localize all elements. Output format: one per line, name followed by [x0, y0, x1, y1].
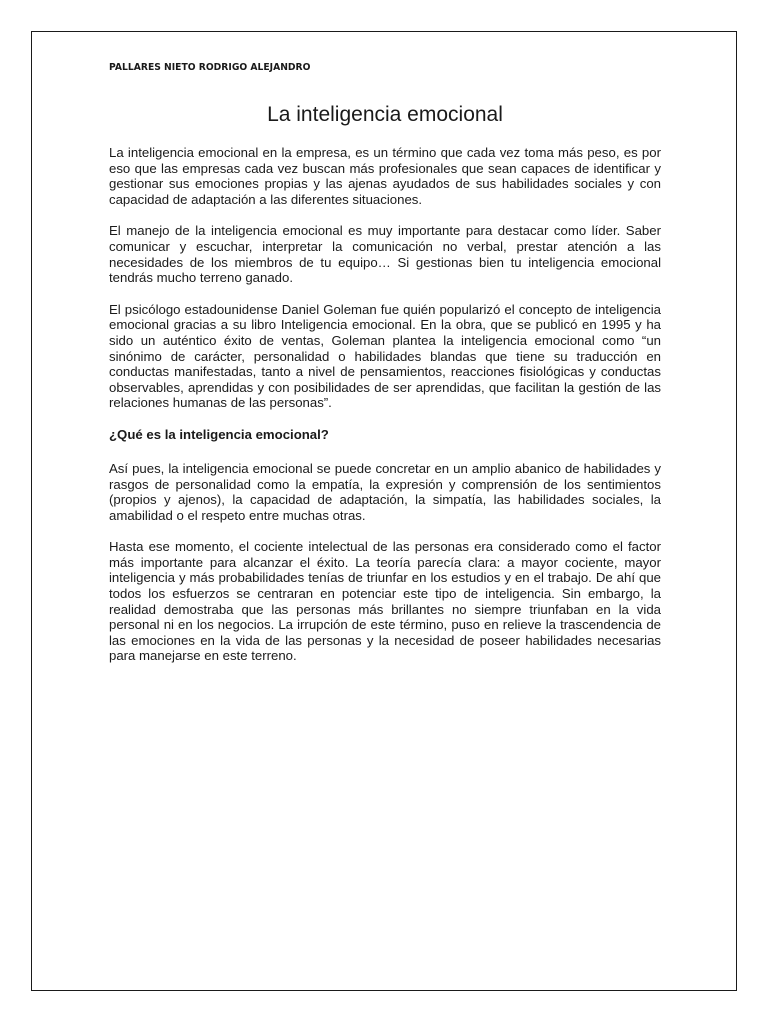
document-body: [109, 62, 661, 680]
author-name: PALLARES NIETO RODRIGO ALEJANDRO: [109, 62, 311, 73]
document-title: La inteligencia emocional: [267, 103, 503, 126]
paragraph-4: Así pues, la inteligencia emocional se puede concretar en un amplio abanico de habilidades y rasgos de personalidad como la empatía, la expresión y comprensión de los sentimientos (propios y ajenos), la capacidad de adaptación, la simpatía, las habilidades sociales, la amabilidad o el respeto entre muchas otras.: [109, 460, 661, 523]
document-page: [31, 31, 737, 991]
paragraph-2: El manejo de la inteligencia emocional es muy importante para destacar como líder. Saber comunicar y escuchar, interpretar la comunicación no verbal, prestar atención a las necesidades de los miembros de tu equipo… Si gestionas bien tu inteligencia emocional tendrás mucho terreno ganado.: [109, 223, 661, 286]
section-heading: ¿Qué es la inteligencia emocional?: [109, 426, 329, 442]
paragraph-5: Hasta ese momento, el cociente intelectual de las personas era considerado como el factor más importante para alcanzar el éxito. La teoría parecía clara: a mayor cociente, mayor inteligencia y más probabilidades tenías de triunfar en los estudios y en el trabajo. De ahí que todos los esfuerzos se centraran en potenciar este tipo de inteligencia. Sin embargo, la realidad demostraba que las personas más brillantes no siempre triunfaban en la vida personal ni en los negocios. La irrupción de este término, puso en relieve la trascendencia de las emociones en la vida de las personas y la necesidad de poseer habilidades necesarias para manejarse en este terreno.: [109, 539, 661, 664]
paragraph-3: El psicólogo estadounidense Daniel Goleman fue quién popularizó el concepto de inteligencia emocional gracias a su libro Inteligencia emocional. En la obra, que se publicó en 1995 y ha sido un auténtico éxito de ventas, Goleman plantea la inteligencia emocional como “un sinónimo de carácter, personalidad o habilidades blandas que tiene su traducción en conductas manifestadas, tanto a nivel de pensamientos, reacciones fisiológicas y conductas observables, aprendidas y con posibilidades de ser aprendidas, que facilitan la gestión de las relaciones humanas de las personas”.: [109, 301, 661, 411]
paragraph-1: La inteligencia emocional en la empresa, es un término que cada vez toma más peso, es por eso que las empresas cada vez buscan más profesionales que sean capaces de identificar y gestionar sus emociones propias y las ajenas ayudados de sus habilidades sociales y con capacidad de adaptación a las diferentes situaciones.: [109, 145, 661, 207]
